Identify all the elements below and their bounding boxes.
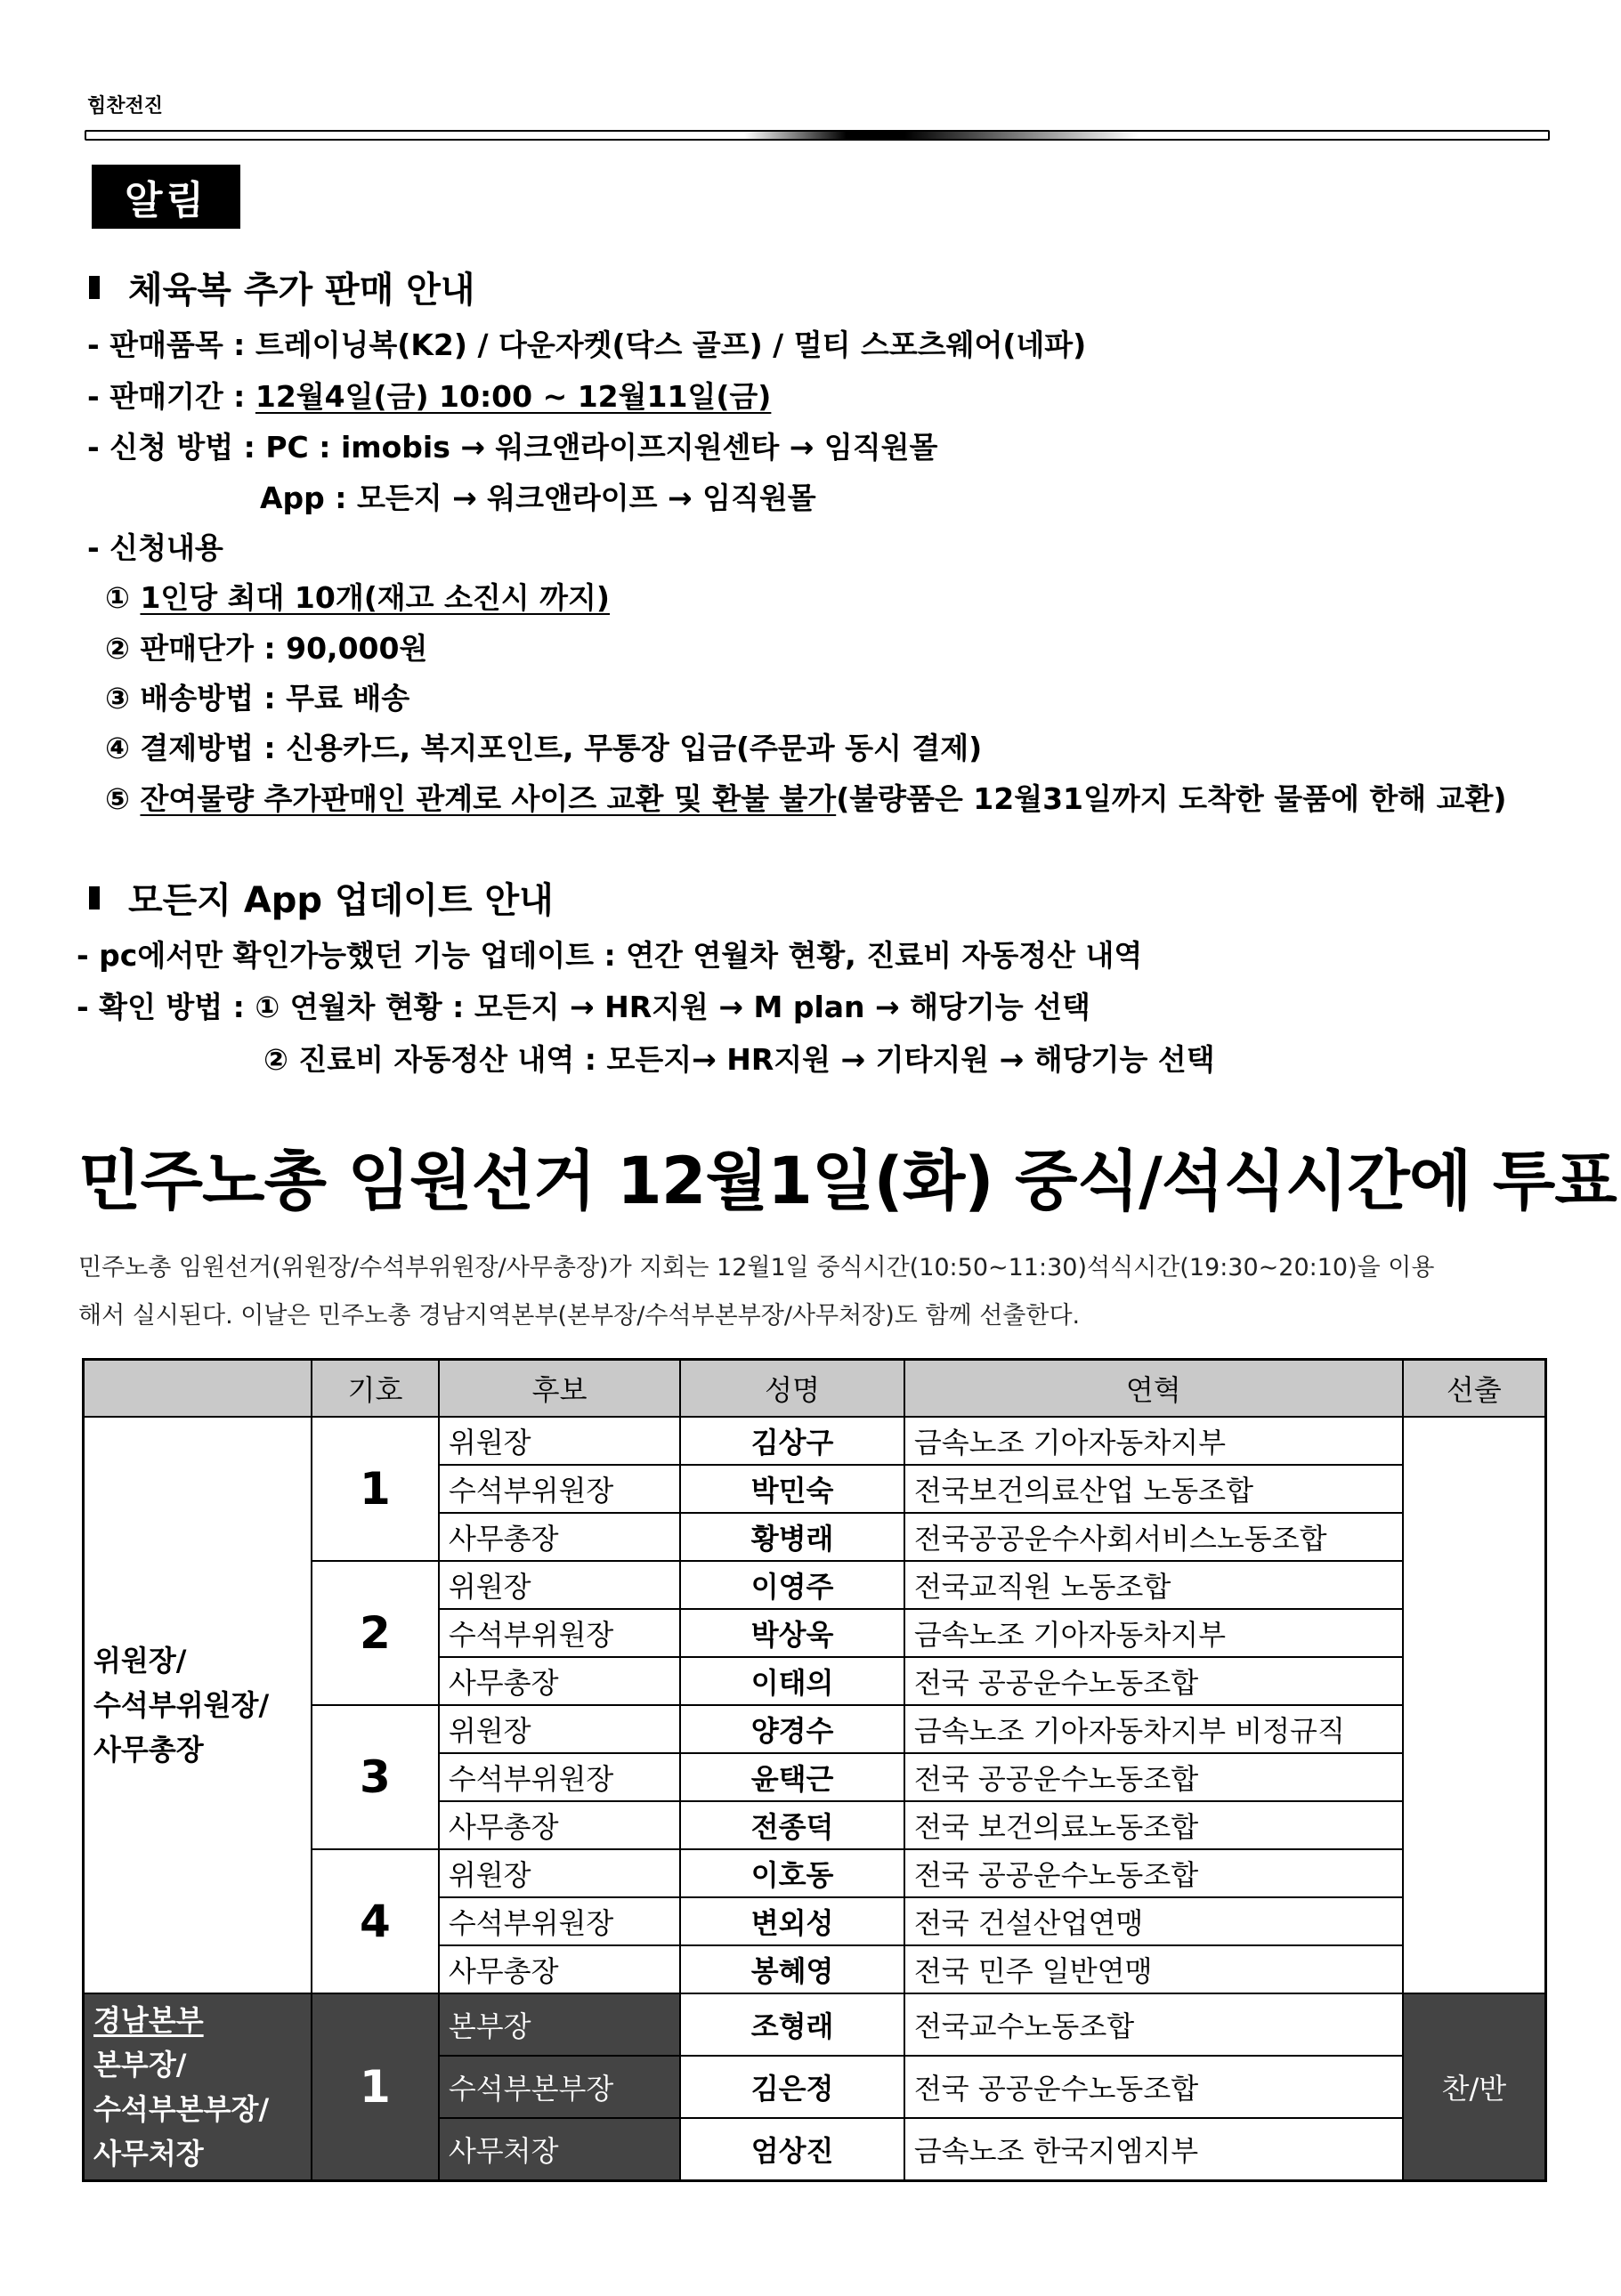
- content-item-2: ② 판매단가 : 90,000원: [105, 631, 428, 666]
- candidate-name: 황병래: [680, 1513, 904, 1561]
- ticket-number: 1: [312, 1993, 439, 2181]
- content-item-5-underlined: 잔여물량 추가판매인 관계로 사이즈 교환 및 환불 불가: [140, 781, 837, 816]
- group-label-gyeongnam: [84, 1993, 312, 2181]
- ticket-number: 2: [312, 1561, 439, 1705]
- table-row: [84, 1993, 1546, 2056]
- sale-period-value: 12월4일(금) 10:00 ~ 12월11일(금): [255, 379, 772, 414]
- sale-items-line: - 판매품목 : 트레이닝복(K2) / 다운자켓(닥스 골프) / 멀티 스포츠웨어(네파): [87, 327, 1087, 362]
- section-heading-app-update: [89, 872, 554, 923]
- section-heading-text: 모든지 App 업데이트 안내: [128, 880, 554, 921]
- candidate-name: 김상구: [680, 1417, 904, 1465]
- candidate-role: 위원장: [439, 1849, 680, 1897]
- candidate-career: 전국 공공운수노동조합: [904, 2056, 1403, 2118]
- candidate-name: 변외성: [680, 1897, 904, 1945]
- candidate-table: [82, 1358, 1547, 2182]
- group-label-line: 사무총장: [93, 1733, 204, 1766]
- group-label-national: [84, 1417, 312, 1993]
- candidate-career: 전국 건설산업연맹: [904, 1897, 1403, 1945]
- article-title: 민주노총 임원선거 12월1일(화) 중식/석식시간에 투표: [78, 1144, 1617, 1219]
- sale-period-line: [87, 374, 771, 416]
- candidate-role: 사무처장: [439, 2118, 680, 2181]
- app-update-line-1: - pc에서만 확인가능했던 기능 업데이트 : 연간 연월차 현황, 진료비 자동정산 내역: [77, 938, 1143, 973]
- table-row: [84, 1417, 1546, 1465]
- content-item-1-text: 1인당 최대 10개(재고 소진시 까지): [140, 580, 610, 615]
- section-heading-text: 체육복 추가 판매 안내: [128, 270, 475, 311]
- candidate-name: 양경수: [680, 1705, 904, 1753]
- candidate-career: 전국 공공운수노동조합: [904, 1849, 1403, 1897]
- newsletter-title: 힘찬전진: [87, 95, 164, 117]
- table-header-row: [84, 1360, 1546, 1418]
- content-item-3: ③ 배송방법 : 무료 배송: [105, 681, 410, 715]
- app-update-line-2: - 확인 방법 : ① 연월차 현황 : 모든지 → HR지원 → M plan → 해당기능 선택: [77, 990, 1090, 1024]
- candidate-name: 윤택근: [680, 1753, 904, 1801]
- candidate-role: 위원장: [439, 1417, 680, 1465]
- content-item-1: [105, 575, 610, 617]
- ticket-number: 4: [312, 1849, 439, 1993]
- app-update-line-3: ② 진료비 자동정산 내역 : 모든지→ HR지원 → 기타지원 → 해당기능 선택: [263, 1042, 1215, 1077]
- group-label-line: 수석부본부장/: [93, 2092, 270, 2126]
- candidate-role: 수석부위원장: [439, 1465, 680, 1513]
- article-paragraph-line-1: 민주노총 임원선거(위원장/수석부위원장/사무총장)가 지회는 12월1일 중식시간(10:50~11:30)석식시간(19:30~20:10)을 이용: [78, 1254, 1435, 1281]
- header-candidate: 후보: [439, 1360, 680, 1418]
- content-item-5-num: ⑤: [105, 781, 130, 816]
- apply-method-app-line: App : 모든지 → 워크앤라이프 → 임직원몰: [260, 481, 816, 515]
- apply-content-label: - 신청내용: [87, 530, 223, 565]
- candidate-career: 금속노조 기아자동차지부: [904, 1417, 1403, 1465]
- sale-period-label: - 판매기간 :: [87, 379, 255, 414]
- candidate-career: 전국 공공운수노동조합: [904, 1657, 1403, 1705]
- content-item-5-rest: (불량품은 12월31일까지 도착한 물품에 한해 교환): [836, 781, 1507, 816]
- candidate-career: 전국 공공운수노동조합: [904, 1753, 1403, 1801]
- candidate-career: 전국 보건의료노동조합: [904, 1801, 1403, 1849]
- content-item-1-num: ①: [105, 580, 130, 615]
- header-number: 기호: [312, 1360, 439, 1418]
- select-cell-national: [1403, 1417, 1546, 1993]
- candidate-name: 박상욱: [680, 1609, 904, 1657]
- candidate-career: 전국공공운수사회서비스노동조합: [904, 1513, 1403, 1561]
- candidate-career: 전국 민주 일반연맹: [904, 1945, 1403, 1993]
- header-select: 선출: [1403, 1360, 1546, 1418]
- candidate-role: 사무총장: [439, 1513, 680, 1561]
- candidate-role: 사무총장: [439, 1945, 680, 1993]
- section-heading-sportswear: [89, 262, 475, 312]
- candidate-name: 엄상진: [680, 2118, 904, 2181]
- group-label-line: 사무처장: [93, 2137, 204, 2171]
- candidate-role: 사무총장: [439, 1801, 680, 1849]
- candidate-name: 이태의: [680, 1657, 904, 1705]
- candidate-career: 전국보건의료산업 노동조합: [904, 1465, 1403, 1513]
- notice-badge: 알림: [92, 165, 240, 229]
- article-paragraph-line-2: 해서 실시된다. 이날은 민주노총 경남지역본부(본부장/수석부본부장/사무처장)도 함께 선출한다.: [78, 1302, 1081, 1330]
- candidate-career: 금속노조 기아자동차지부 비정규직: [904, 1705, 1403, 1753]
- candidate-career: 전국교수노동조합: [904, 1993, 1403, 2056]
- candidate-name: 봉혜영: [680, 1945, 904, 1993]
- candidate-role: 수석부위원장: [439, 1609, 680, 1657]
- candidate-name: 조형래: [680, 1993, 904, 2056]
- header-name: 성명: [680, 1360, 904, 1418]
- content-item-4: ④ 결제방법 : 신용카드, 복지포인트, 무통장 입금(주문과 동시 결제): [105, 731, 983, 765]
- group-label-line: 위원장/: [93, 1644, 187, 1678]
- candidate-role: 본부장: [439, 1993, 680, 2056]
- candidate-name: 이호동: [680, 1849, 904, 1897]
- candidate-role: 수석부본부장: [439, 2056, 680, 2118]
- candidate-name: 전종덕: [680, 1801, 904, 1849]
- candidate-role: 수석부위원장: [439, 1897, 680, 1945]
- candidate-name: 김은정: [680, 2056, 904, 2118]
- group-label-line: 수석부위원장/: [93, 1688, 270, 1722]
- header-rule: [85, 130, 1550, 141]
- candidate-name: 이영주: [680, 1561, 904, 1609]
- candidate-role: 위원장: [439, 1561, 680, 1609]
- apply-method-pc-line: - 신청 방법 : PC : imobis → 워크앤라이프지원센타 → 임직원몰: [87, 430, 938, 465]
- header-group: [84, 1360, 312, 1418]
- candidate-role: 사무총장: [439, 1657, 680, 1705]
- group-label-line: 본부장/: [93, 2048, 187, 2082]
- bullet-square-icon: [89, 276, 100, 299]
- candidate-role: 위원장: [439, 1705, 680, 1753]
- candidate-career: 전국교직원 노동조합: [904, 1561, 1403, 1609]
- candidate-role: 수석부위원장: [439, 1753, 680, 1801]
- candidate-career: 금속노조 한국지엠지부: [904, 2118, 1403, 2181]
- group-title: 경남본부: [93, 2003, 204, 2037]
- header-career: 연혁: [904, 1360, 1403, 1418]
- candidate-name: 박민숙: [680, 1465, 904, 1513]
- content-item-5: [105, 776, 1506, 818]
- candidate-career: 금속노조 기아자동차지부: [904, 1609, 1403, 1657]
- bullet-square-icon: [89, 886, 100, 910]
- ticket-number: 1: [312, 1417, 439, 1561]
- ticket-number: 3: [312, 1705, 439, 1849]
- select-cell-gyeongnam: 찬/반: [1403, 1993, 1546, 2181]
